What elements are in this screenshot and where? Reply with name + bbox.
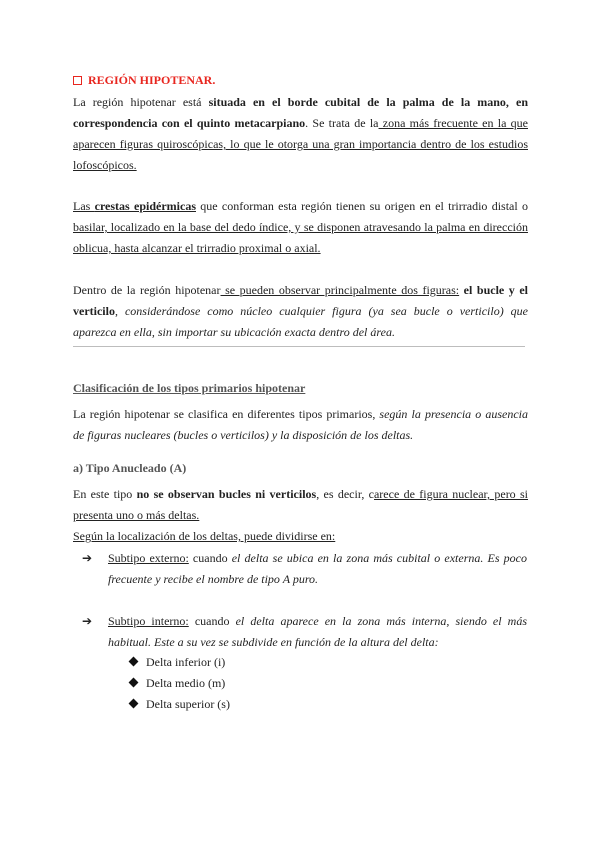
subheading-anucleado: a) Tipo Anucleado (A): [73, 461, 187, 475]
right-arrow-icon: ➔: [82, 614, 93, 628]
title-text: REGIÓN HIPOTENAR.: [88, 73, 216, 87]
diamond-bullet-icon: [129, 657, 139, 667]
paragraph-4: La región hipotenar se clasifica en diferentes tipos primarios, según la presencia o ausencia de figuras nucleares (bucles o verticilos) y la disposición de los deltas.: [73, 407, 528, 442]
subtipo-interno-item: ➔ Subtipo interno: cuando el delta aparece en la zona más interna, siendo el más habitual. Este a su vez se subdivide en función de la altura del delta:: [82, 611, 527, 632]
paragraph-5: En este tipo no se observan bucles ni verticilos, es decir, carece de figura nuclear, pero si presenta uno o más deltas.: [73, 487, 529, 522]
checkbox-icon: [73, 76, 82, 85]
classification-heading: Clasificación de los tipos primarios hipotenar: [73, 381, 306, 395]
delta-list-item: Delta medio (m): [130, 673, 225, 694]
section-divider: [73, 346, 525, 347]
right-arrow-icon: ➔: [82, 551, 93, 565]
paragraph-2: Las crestas epidérmicas que conforman esta región tienen su origen en el trirradio distal o basilar, localizado en la base del dedo índice, y se disponen atravesando la palma en dirección oblicua, hasta alcanzar el trirradio proximal o axial.: [73, 199, 528, 255]
delta-list-item: Delta superior (s): [130, 694, 230, 715]
subtipo-externo-item: ➔ Subtipo externo: cuando el delta se ubica en la zona más cubital o externa. Es poco frecuente y recibe el nombre de tipo A puro.: [82, 548, 527, 569]
paragraph-1: La región hipotenar está situada en el borde cubital de la palma de la mano, en correspondencia con el quinto metacarpiano. Se trata de la zona más frecuente en la que aparecen figuras quiroscópicas, lo que le otorga una gran importancia dentro de los estudios lofoscópicos.: [73, 95, 528, 172]
paragraph-6: Según la localización de los deltas, puede dividirse en:: [73, 529, 336, 543]
delta-list-item: Delta inferior (i): [130, 652, 225, 673]
section-title: [73, 70, 528, 91]
paragraph-3: Dentro de la región hipotenar se pueden observar principalmente dos figuras: el bucle y el verticilo, considerándose como núcleo cualquier figura (ya sea bucle o verticilo) que aparezca en ella, sin importar su ubicación exacta dentro del área.: [73, 283, 529, 339]
diamond-bullet-icon: [129, 699, 139, 709]
diamond-bullet-icon: [129, 678, 139, 688]
